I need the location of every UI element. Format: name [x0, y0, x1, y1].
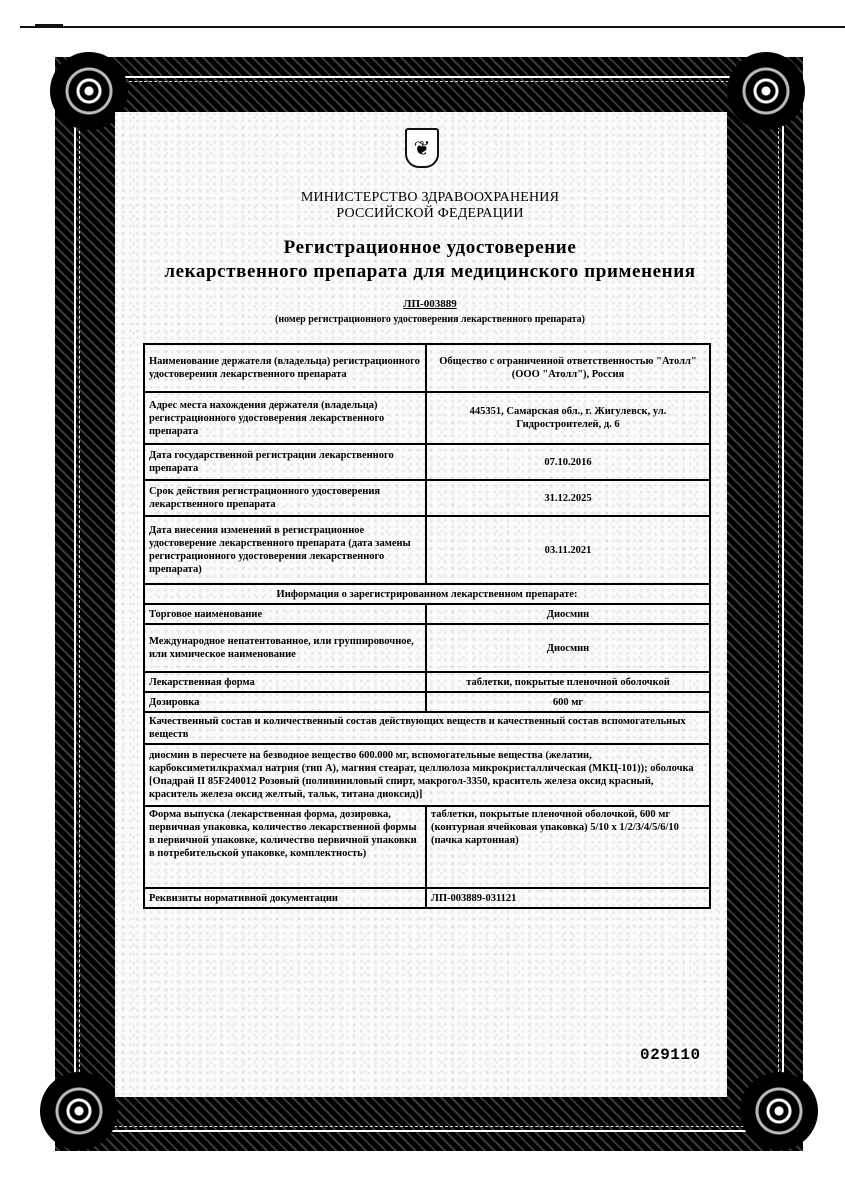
certificate-table [143, 343, 711, 909]
registration-number: ЛП-003889 [403, 298, 457, 310]
table-row [144, 888, 710, 908]
row-label: Дозировка [144, 692, 426, 712]
row-value: 600 мг [426, 692, 710, 712]
coat-of-arms-icon: ❦ [405, 128, 439, 168]
row-label: Дата внесения изменений в регистрационное удостоверение лекарственного препарата (дата замены регистрационного удостоверения лекарственного препарата) [144, 516, 426, 584]
frame-corner-rosette-icon [727, 52, 805, 130]
row-value: 31.12.2025 [426, 480, 710, 516]
row-value: Общество с ограниченной ответственностью "Атолл" (ООО "Атолл"), Россия [426, 344, 710, 392]
table-row [144, 806, 710, 888]
row-label: Срок действия регистрационного удостоверения лекарственного препарата [144, 480, 426, 516]
table-row [144, 516, 710, 584]
row-label: Форма выпуска (лекарственная форма, дозировка, первичная упаковка, количество лекарственной формы в первичной упаковке, количество первичной упаковки в потребительской упаковке, комплектность) [144, 806, 426, 888]
frame-corner-rosette-icon [40, 1072, 118, 1150]
row-label: Наименование держателя (владельца) регистрационного удостоверения лекарственного препарата [144, 344, 426, 392]
table-row [144, 672, 710, 692]
frame-corner-rosette-icon [740, 1072, 818, 1150]
row-value: Диосмин [426, 604, 710, 624]
row-label: Адрес места нахождения держателя (владельца) регистрационного удостоверения лекарственного препарата [144, 392, 426, 444]
composition-header: Качественный состав и количественный состав действующих веществ и качественный состав вспомогательных веществ [144, 712, 710, 744]
row-value: таблетки, покрытые пленочной оболочкой, 600 мг (контурная ячейковая упаковка) 5/10 x 1/2/3/4/5/6/10 (пачка картонная) [426, 806, 710, 888]
row-value: 07.10.2016 [426, 444, 710, 480]
title-line-1: Регистрационное удостоверение [283, 237, 577, 258]
row-value: 03.11.2021 [426, 516, 710, 584]
table-row [144, 480, 710, 516]
table-row [144, 624, 710, 672]
composition-row [144, 744, 710, 806]
table-row [144, 392, 710, 444]
scan-edge-line [20, 26, 845, 28]
row-label: Торговое наименование [144, 604, 426, 624]
serial-number: 029110 [640, 1046, 701, 1064]
table-row [144, 692, 710, 712]
row-label: Лекарственная форма [144, 672, 426, 692]
registration-number-caption: (номер регистрационного удостоверения лекарственного препарата) [275, 314, 585, 325]
ministry-heading [200, 190, 660, 222]
document-title [120, 236, 740, 284]
row-value: 445351, Самарская обл., г. Жигулевск, ул. Гидростроителей, д. 6 [426, 392, 710, 444]
composition-text: диосмин в пересчете на безводное вещество 600.000 мг, вспомогательные вещества (желатин, карбоксиметилкрахмал натрия (тип А), магния стеарат, целлюлоза микрокристаллическая (МКЦ-101)); оболочка [Опадрай II 85F240012 Розовый (поливиниловый спирт, макрогол-3350, краситель железа оксид красный, краситель железа оксид желтый, тальк, титана диоксид)] [144, 744, 710, 806]
table-row [144, 604, 710, 624]
row-value: Диосмин [426, 624, 710, 672]
section-header: Информация о зарегистрированном лекарственном препарате: [144, 584, 710, 604]
ministry-line-1: МИНИСТЕРСТВО ЗДРАВООХРАНЕНИЯ [300, 190, 560, 205]
table-row [144, 444, 710, 480]
row-label: Международное непатентованное, или группировочное, или химическое наименование [144, 624, 426, 672]
ministry-line-2: РОССИЙСКОЙ ФЕДЕРАЦИИ [336, 206, 524, 221]
row-label: Дата государственной регистрации лекарственного препарата [144, 444, 426, 480]
table-row [144, 344, 710, 392]
row-value: ЛП-003889-031121 [426, 888, 710, 908]
composition-header-row [144, 712, 710, 744]
row-label: Реквизиты нормативной документации [144, 888, 426, 908]
section-header-row [144, 584, 710, 604]
title-line-2: лекарственного препарата для медицинского применения [164, 261, 696, 282]
row-value: таблетки, покрытые пленочной оболочкой [426, 672, 710, 692]
